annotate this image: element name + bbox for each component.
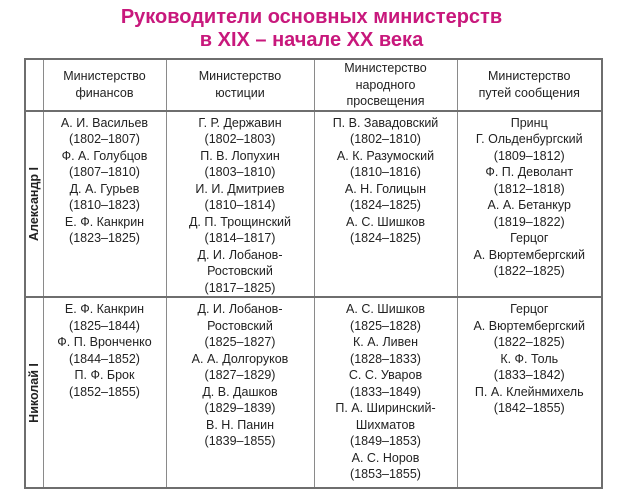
header-education	[314, 59, 457, 111]
minister-name: П. В. Лопухин	[200, 148, 280, 163]
minister-entry	[167, 417, 314, 450]
minister-years: (1844–1852)	[69, 351, 140, 366]
minister-entry	[44, 148, 166, 181]
minister-name: А. А. Бетанкур	[487, 198, 571, 212]
minister-entry	[167, 384, 314, 417]
minister-name-line: Д. И. Лобанов-	[197, 247, 283, 262]
page-title	[0, 6, 623, 52]
minister-name-line: А. Вюртембергский	[473, 247, 586, 262]
minister-years: (1814–1817)	[204, 231, 276, 245]
minister-name: С. С. Уваров	[348, 368, 423, 382]
minister-entry	[458, 301, 602, 351]
minister-years: (1842–1855)	[493, 401, 565, 415]
title-line-2: в XIX – начале XX века	[199, 29, 424, 51]
minister-name: А. С. Норов	[351, 450, 420, 465]
minister-entry	[458, 115, 602, 165]
minister-entry	[315, 400, 457, 450]
minister-years: (1825–1828)	[350, 318, 421, 333]
minister-name-line: Герцог	[510, 231, 549, 245]
minister-years: (1819–1822)	[493, 214, 565, 229]
minister-name: А. С. Шишков	[346, 302, 425, 316]
minister-name-line: А. Вюртембергский	[473, 318, 586, 333]
minister-entry	[167, 181, 314, 214]
minister-years: (1810–1823)	[69, 198, 140, 212]
minister-years: (1825–1844)	[69, 318, 140, 333]
header-label-line: просвещения	[346, 94, 425, 108]
header-label-line: Министерство	[63, 69, 146, 84]
minister-years: (1852–1855)	[69, 384, 140, 399]
minister-years: (1817–1825)	[204, 280, 276, 295]
minister-name-line: Ростовский	[207, 318, 273, 333]
minister-entry	[315, 115, 457, 148]
ministers-table	[24, 58, 603, 489]
minister-years: (1833–1842)	[493, 368, 565, 382]
minister-entry	[167, 214, 314, 247]
minister-years: (1825–1827)	[204, 335, 276, 349]
minister-name: Д. П. Трощинский	[188, 214, 292, 229]
minister-name: А. Н. Голицын	[344, 181, 427, 196]
minister-name: Е. Ф. Канкрин	[64, 214, 145, 229]
minister-years: (1822–1825)	[493, 335, 565, 349]
minister-entry	[167, 301, 314, 351]
minister-name: А. И. Васильев	[60, 115, 149, 130]
minister-name: П. А. Клейнмихель	[474, 384, 584, 399]
minister-years: (1849–1853)	[350, 434, 421, 448]
minister-entry	[458, 164, 602, 197]
minister-name-line: Шихматов	[355, 417, 416, 432]
row-nicholas-i	[25, 297, 602, 488]
minister-years: (1803–1810)	[204, 165, 276, 179]
minister-entry	[315, 214, 457, 247]
minister-years: (1853–1855)	[350, 467, 421, 481]
minister-years: (1824–1825)	[350, 231, 421, 245]
minister-name: Ф. А. Голубцов	[61, 148, 148, 163]
minister-name: К. А. Ливен	[352, 335, 419, 349]
row-alexander-i	[25, 111, 602, 298]
minister-entry	[44, 301, 166, 334]
minister-entry	[44, 181, 166, 214]
minister-name: К. Ф. Толь	[500, 351, 559, 366]
cell-finance	[43, 297, 166, 488]
minister-years: (1833–1849)	[350, 384, 421, 399]
minister-entry	[44, 334, 166, 367]
minister-entry	[315, 367, 457, 400]
minister-years: (1824–1825)	[350, 198, 421, 212]
row-label: Александр I	[27, 166, 41, 241]
minister-entry	[167, 247, 314, 297]
minister-name: П. Ф. Брок	[74, 368, 135, 382]
cell-finance	[43, 111, 166, 298]
minister-name-line: Герцог	[510, 302, 549, 316]
title-line-1: Руководители основных министерств	[120, 6, 503, 28]
header-finance	[43, 59, 166, 111]
minister-years: (1829–1839)	[204, 401, 276, 415]
header-label-line: Министерство	[344, 61, 427, 75]
header-row	[25, 59, 602, 111]
header-label-line: путей сообщения	[478, 85, 580, 100]
minister-years: (1807–1810)	[69, 165, 140, 179]
header-justice	[166, 59, 314, 111]
minister-entry	[315, 148, 457, 181]
minister-years: (1827–1829)	[204, 368, 276, 382]
minister-name: Ф. П. Вронченко	[57, 335, 152, 349]
minister-name: А. А. Долгоруков	[191, 351, 289, 366]
minister-name: И. И. Дмитриев	[195, 181, 285, 196]
minister-entry	[458, 197, 602, 230]
cell-justice	[166, 111, 314, 298]
cell-education	[314, 297, 457, 488]
minister-name: Д. В. Дашков	[202, 384, 278, 399]
header-label-line: народного	[355, 77, 416, 92]
minister-entry	[458, 351, 602, 384]
cell-railways	[457, 297, 602, 488]
row-label-cell	[25, 111, 43, 298]
minister-name: А. К. Разумоский	[336, 148, 435, 163]
minister-name-line: Ростовский	[207, 264, 273, 278]
minister-entry	[315, 301, 457, 334]
header-label-line: Министерство	[198, 69, 282, 84]
minister-name-line: Принц	[510, 115, 548, 130]
minister-entry	[167, 351, 314, 384]
minister-years: (1810–1814)	[204, 198, 276, 212]
minister-name: А. С. Шишков	[346, 214, 425, 229]
minister-entry	[167, 148, 314, 181]
minister-entry	[44, 367, 166, 400]
minister-name: Д. А. Гурьев	[69, 181, 140, 196]
minister-entry	[44, 214, 166, 247]
minister-entry	[458, 384, 602, 417]
minister-years: (1822–1825)	[493, 264, 565, 278]
cell-railways	[457, 111, 602, 298]
cell-justice	[166, 297, 314, 488]
minister-years: (1839–1855)	[204, 434, 276, 448]
header-railways	[457, 59, 602, 111]
minister-name-line: Д. И. Лобанов-	[197, 302, 283, 316]
cell-education	[314, 111, 457, 298]
row-label: Николай I	[27, 362, 41, 423]
corner-cell	[25, 59, 43, 111]
minister-name-line: Г. Ольденбургский	[475, 132, 583, 146]
minister-entry	[315, 334, 457, 367]
minister-name: Г. Р. Державин	[198, 115, 282, 130]
header-label-line: Министерство	[488, 69, 571, 84]
header-label-line: финансов	[75, 85, 134, 100]
minister-entry	[315, 181, 457, 214]
minister-years: (1802–1807)	[69, 132, 140, 146]
minister-name: П. В. Завадовский	[332, 115, 439, 130]
header-label-line: юстиции	[215, 85, 265, 100]
minister-entry	[315, 450, 457, 483]
minister-entry	[167, 115, 314, 148]
minister-name: Ф. П. Деволант	[485, 165, 574, 179]
minister-years: (1809–1812)	[493, 148, 565, 163]
minister-years: (1802–1810)	[350, 132, 421, 146]
minister-name: В. Н. Панин	[206, 417, 274, 432]
minister-entry	[44, 115, 166, 148]
minister-name: Е. Ф. Канкрин	[64, 302, 145, 316]
minister-years: (1810–1816)	[350, 165, 421, 179]
minister-years: (1823–1825)	[69, 231, 140, 245]
minister-years: (1828–1833)	[350, 351, 421, 366]
minister-entry	[458, 230, 602, 280]
minister-years: (1812–1818)	[493, 181, 565, 196]
row-label-cell	[25, 297, 43, 488]
minister-name-line: П. А. Ширинский-	[335, 401, 436, 415]
minister-years: (1802–1803)	[204, 132, 276, 146]
